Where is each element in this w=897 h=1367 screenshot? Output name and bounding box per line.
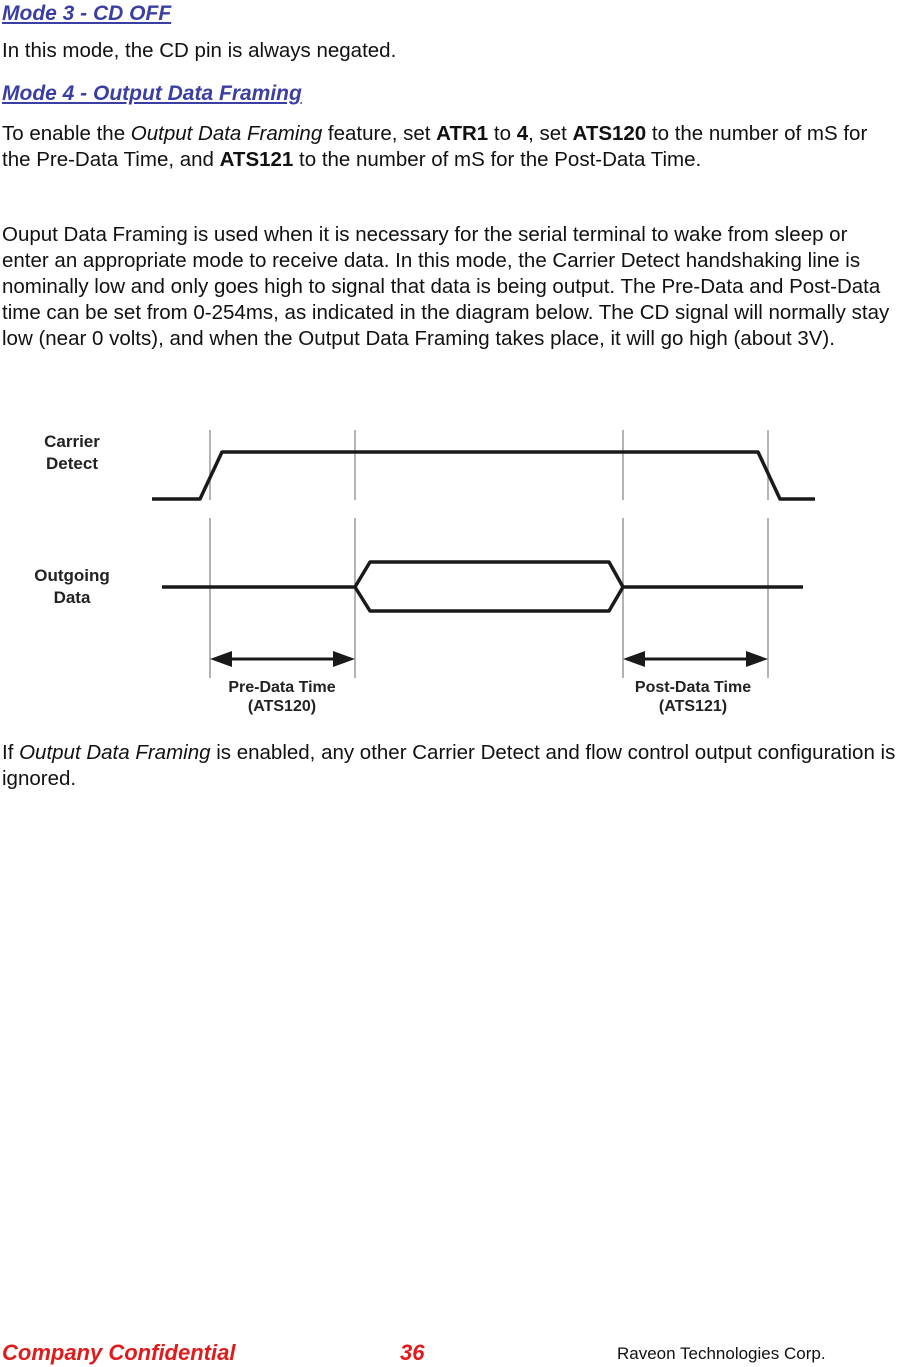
text-run: , set [528, 122, 573, 145]
register-atr1: ATR1 [436, 122, 489, 145]
feature-name: Output Data Framing [130, 122, 323, 145]
post-data-arrow [623, 651, 768, 667]
timing-guides [210, 430, 768, 678]
mode4-heading: Mode 4 - Output Data Framing [2, 82, 302, 105]
footer-confidential: Company Confidential [2, 1340, 236, 1365]
pre-data-arrow [210, 651, 355, 667]
text-run: If [2, 741, 20, 764]
post-data-label-line1: Post-Data Time [634, 679, 752, 696]
text-run: to the number of mS for the Pre-Data Time, and [2, 122, 868, 171]
register-ats120: ATS120 [572, 122, 647, 145]
pre-data-label-line1: Pre-Data Time [228, 679, 336, 696]
text-run: is enabled, any other Carrier Detect and flow control output configuration is ignored. [2, 741, 896, 790]
mode3-text: In this mode, the CD pin is always negated. [2, 39, 397, 62]
feature-name: Output Data Framing [19, 741, 211, 764]
register-value: 4 [516, 122, 529, 145]
footer-company: Raveon Technologies Corp. [617, 1344, 826, 1363]
timing-diagram [0, 410, 897, 720]
outgoing-label-line2: Data [53, 588, 91, 607]
data-frame [355, 562, 623, 611]
carrier-detect-waveform [152, 452, 815, 499]
outgoing-data-waveform [162, 562, 803, 611]
mode3-heading: Mode 3 - CD OFF [2, 2, 172, 25]
post-data-label-line2: (ATS121) [658, 698, 728, 715]
footer-page-number: 36 [400, 1340, 425, 1365]
mode4-paragraph-enable [2, 121, 897, 173]
pre-data-label-line2: (ATS120) [247, 698, 317, 715]
register-ats121: ATS121 [219, 148, 294, 171]
text-run: to the number of mS for the Post-Data Time. [293, 148, 702, 171]
outgoing-label-line1: Outgoing [34, 566, 110, 585]
text-run: to [488, 122, 517, 145]
text-run: To enable the [2, 122, 131, 145]
carrier-label-line1: Carrier [44, 432, 100, 451]
mode4-paragraph-description: Ouput Data Framing is used when it is necessary for the serial terminal to wake from sleep or enter an appropriate mode to receive data. In this mode, the Carrier Detect handshaking line is nominally low and only goes high to signal that data is being output. The Pre-Data and Post-Data time can be set from 0-254ms, as indicated in the diagram below. The CD signal will normally stay low (near 0 volts), and when the Output Data Framing takes place, it will go high (about 3V). [2, 223, 890, 350]
text-run: feature, set [322, 122, 437, 145]
mode4-paragraph-note [2, 740, 897, 792]
carrier-label-line2: Detect [46, 454, 98, 473]
